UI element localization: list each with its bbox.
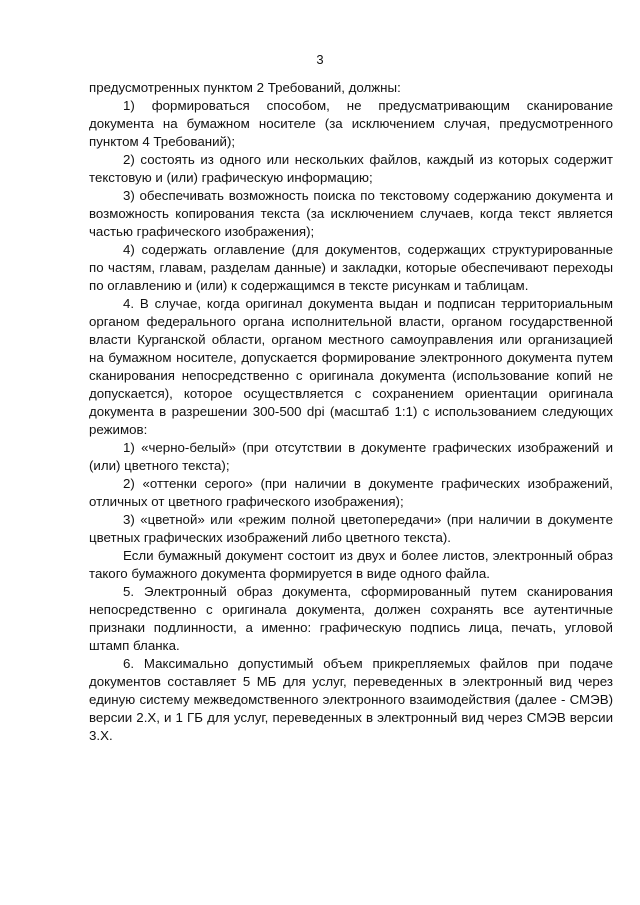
paragraph-item-4: 4) содержать оглавление (для документов, содержащих структурированные по частям, главам, разделам данные) и закладки, которые обеспечивают переходы по оглавлению и (или) к содержащимся в тексте рисункам и таблицам.: [89, 242, 613, 293]
page-number: 3: [316, 52, 324, 67]
paragraph-item-2: 2) состоять из одного или нескольких файлов, каждый из которых содержит текстовую и (или) графическую информацию;: [89, 152, 613, 185]
paragraph-section-6: 6. Максимально допустимый объем прикрепляемых файлов при подаче документов составляет 5 МБ для услуг, переведенных в электронный вид через единую систему межведомственного электронного взаимодействия (далее - СМЭВ) версии 2.Х, и 1 ГБ для услуг, переведенных в электронный вид через СМЭВ версии 3.Х.: [89, 656, 613, 743]
paragraph-item-3: 3) обеспечивать возможность поиска по текстовому содержанию документа и возможность копирования текста (за исключением случаев, когда текст является частью графического изображения);: [89, 188, 613, 239]
paragraph-item-1: 1) формироваться способом, не предусматривающим сканирование документа на бумажном носителе (за исключением случая, предусмотренного пунктом 4 Требований);: [89, 98, 613, 149]
paragraph-multi-sheet: Если бумажный документ состоит из двух и более листов, электронный образ такого бумажного документа формируется в виде одного файла.: [89, 548, 613, 581]
paragraph-mode-3: 3) «цветной» или «режим полной цветопередачи» (при наличии в документе цветных графических изображений либо цветного текста).: [89, 512, 613, 545]
paragraph-mode-1: 1) «черно-белый» (при отсутствии в документе графических изображений и (или) цветного текста);: [89, 440, 613, 473]
paragraph-section-5: 5. Электронный образ документа, сформированный путем сканирования непосредственно с оригинала документа, должен сохранять все аутентичные признаки подлинности, а именно: графическую подпись лица, печать, угловой штамп бланка.: [89, 584, 613, 653]
document-body: [89, 79, 613, 745]
paragraph-continuation: предусмотренных пунктом 2 Требований, должны:: [89, 80, 401, 95]
paragraph-mode-2: 2) «оттенки серого» (при наличии в документе графических изображений, отличных от цветного графического изображения);: [89, 476, 613, 509]
paragraph-section-4: 4. В случае, когда оригинал документа выдан и подписан территориальным органом федерального органа исполнительной власти, органом государственной власти Курганской области, органом местного самоуправления или организацией на бумажном носителе, допускается формирование электронного документа путем сканирования непосредственно с оригинала документа (использование копий не допускается), которое осуществляется с сохранением ориентации оригинала документа в разрешении 300-500 dpi (масштаб 1:1) с использованием следующих режимов:: [89, 296, 613, 437]
